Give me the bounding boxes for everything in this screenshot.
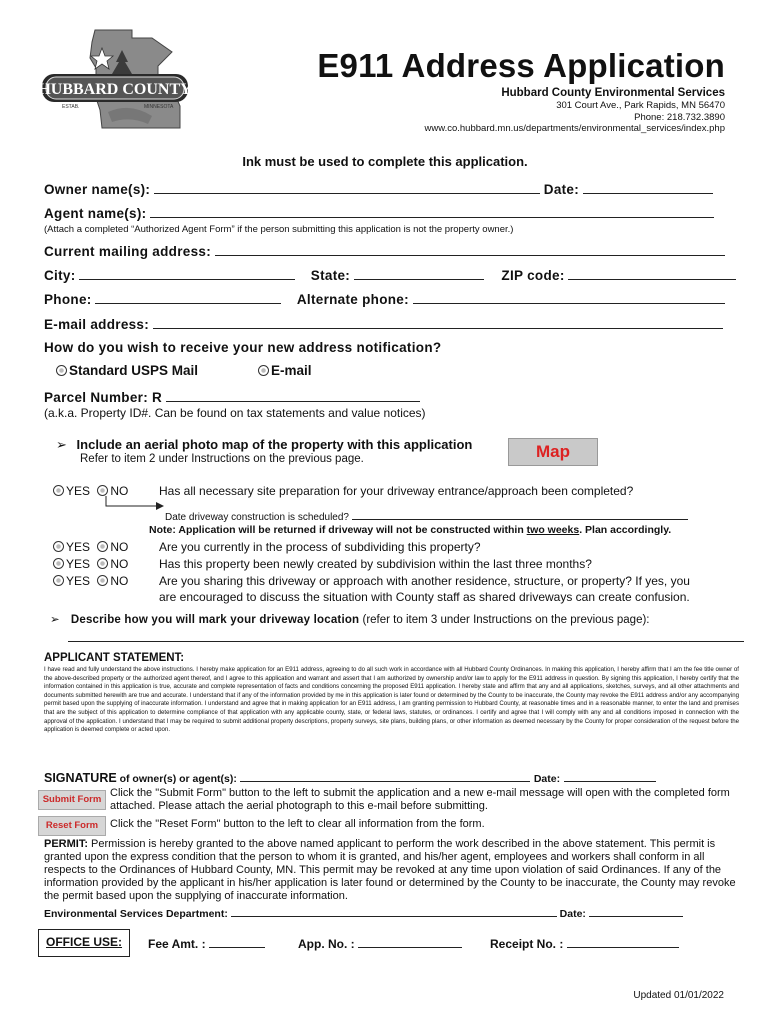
site-prep-yes-radio[interactable] (53, 485, 64, 496)
receipt-row (490, 936, 679, 951)
dept-date-field[interactable] (589, 906, 683, 917)
signature-label-small: of owner(s) or agent(s): (116, 773, 237, 785)
email-option-label: E-mail (271, 363, 312, 378)
note-pre: Note: Application will be returned if driveway will not be constructed within (149, 524, 527, 536)
subdividing-no-radio[interactable] (97, 541, 108, 552)
drive-date-label: Date driveway construction is scheduled? (165, 512, 349, 523)
subdividing-choices (53, 540, 128, 554)
email-label: E-mail address: (44, 317, 150, 332)
email-field[interactable] (153, 315, 723, 329)
app-field[interactable] (358, 936, 462, 948)
note-post: . Plan accordingly. (579, 524, 672, 536)
usps-radio[interactable] (56, 365, 67, 376)
yes-label: YES (66, 574, 91, 588)
yes-label: YES (66, 484, 91, 498)
city-field[interactable] (79, 266, 295, 280)
alt-phone-label: Alternate phone: (296, 292, 409, 307)
org-website[interactable]: www.co.hubbard.mn.us/departments/environmental_services/index.php (424, 123, 725, 134)
owner-row (44, 180, 713, 197)
no-label: NO (110, 574, 129, 588)
aerial-instruction (56, 437, 472, 453)
permit-label: PERMIT: (44, 838, 88, 850)
org-contact (425, 100, 725, 135)
describe-field[interactable] (68, 641, 744, 642)
statement-heading: APPLICANT STATEMENT: (44, 652, 185, 664)
no-label: NO (110, 557, 129, 571)
logo-right-text: MINNESOTA (144, 104, 174, 110)
parcel-field[interactable] (166, 388, 420, 402)
email-option[interactable] (258, 363, 312, 378)
usps-option[interactable] (56, 363, 198, 378)
owner-field[interactable] (154, 180, 540, 194)
app-label: App. No. : (298, 937, 355, 951)
zip-field[interactable] (568, 266, 736, 280)
office-use-label: OFFICE USE: (46, 935, 123, 949)
describe-bold: Describe how you will mark your driveway location (70, 614, 360, 626)
receipt-label: Receipt No. : (490, 937, 564, 951)
signature-row (44, 770, 656, 785)
permit-text: Permission is hereby granted to the above named applicant to perform the work described in the above statement. This permit is granted upon the express condition that the person to whom it is granted, and his/her agent, employees and workers shall conform in all respects to the Ordinances of Hubbard County, MN. This permit may be revoked at any time upon violation of said Ordinances. If any of the information provided by the applicant in his/her application is later found or determined by the County to be inaccurate, the County may revoke the permit based upon the supplying of inaccurate information. (44, 838, 736, 902)
alt-phone-field[interactable] (413, 290, 725, 304)
sharing-choices (53, 574, 128, 588)
sharing-no-radio[interactable] (97, 575, 108, 586)
yes-label: YES (66, 540, 91, 554)
notification-question: How do you wish to receive your new address notification? (44, 340, 442, 355)
reset-form-button[interactable]: Reset Form (38, 816, 106, 836)
hubbard-county-logo (40, 28, 190, 133)
mailing-label: Current mailing address: (44, 244, 211, 259)
aerial-text: Include an aerial photo map of the property with this application (76, 437, 473, 452)
org-address: 301 Court Ave., Park Rapids, MN 56470 (556, 100, 725, 111)
arrow-bullet-icon: ➢ (50, 614, 60, 626)
fee-label: Fee Amt. : (148, 937, 206, 951)
city-row (44, 266, 736, 283)
date-field[interactable] (583, 180, 713, 194)
signature-label: SIGNATURE (44, 771, 117, 785)
describe-row (50, 612, 650, 626)
owner-label: Owner name(s): (44, 182, 151, 197)
agent-row (44, 204, 714, 221)
ink-note: Ink must be used to complete this application. (242, 154, 528, 169)
map-button[interactable]: Map (508, 438, 598, 466)
phone-row (44, 290, 725, 307)
signature-date-field[interactable] (564, 770, 656, 782)
dept-date-label: Date: (559, 908, 586, 920)
site-prep-question: Has all necessary site preparation for your driveway entrance/approach been completed? (159, 484, 634, 498)
parcel-note: (a.k.a. Property ID#. Can be found on tax statements and value notices) (44, 406, 426, 420)
mailing-field[interactable] (215, 242, 725, 256)
connector-arrow-icon (104, 496, 164, 516)
aerial-ref: Refer to item 2 under Instructions on the previous page. (80, 453, 364, 465)
drive-date-field[interactable] (352, 509, 688, 520)
describe-rest: (refer to item 3 under Instructions on the previous page): (359, 614, 650, 626)
app-row (298, 936, 462, 951)
mailing-row (44, 242, 725, 259)
fee-row (148, 936, 265, 951)
org-name: Hubbard County Environmental Services (501, 87, 725, 99)
subdividing-question: Are you currently in the process of subdividing this property? (159, 540, 481, 554)
dept-field[interactable] (231, 906, 557, 917)
email-row (44, 315, 723, 332)
statement-text: I have read and fully understand the above instructions. I hereby make application for an E911 address, agreeing to do all such work in accordance with all Hubbard County Ordinances. In making this application, I hereby affirm that I am the fee title owner of the above-described property or the authorized agent thereof, and I agree to this application and warrant and assert that I am authorized by ownership and/or law to apply for the E911 address in question. By signing this application, I hereby certify that the information contained in this application is true, accurate and complete representation of facts and conditions concerning the proposed E911 application. I hereby state and affirm that any and all applications, sketches, surveys, and all other attachments and documents submitted herewith are true and accurate. I understand that if any of the information provided by me in this application is later found or determined by the County to be inaccurate, the County may revoke the E911 address and/or any accompanying permit based upon the supplying of inaccurate information. I understand and agree that in making application for an E911 address, I am granting permission to Hubbard County, at reasonable times and in a reasonable manner, to enter the land and premises that are the subject of this application to determine compliance of that application with any applicable county, state, or federal laws, statutes, or ordinances. I certify and agree that I will comply with any and all conditions imposed in connection with the approval of the application. I understand that I may be required to submit additional property descriptions, property surveys, site plans, building plans, or other information as deemed necessary by the County for proper consideration of the request before the application is deemed complete or acted upon. (44, 666, 739, 734)
note-underline: two weeks (526, 524, 580, 536)
agent-field[interactable] (150, 204, 714, 218)
city-label: City: (44, 268, 76, 283)
signature-date-label: Date: (533, 773, 561, 785)
org-phone: Phone: 218.732.3890 (634, 111, 725, 123)
sharing-yes-radio[interactable] (53, 575, 64, 586)
signature-field[interactable] (240, 770, 530, 782)
permit-paragraph (44, 838, 744, 903)
no-label: NO (110, 484, 129, 498)
sharing-question: Are you sharing this driveway or approach with another residence, structure, or property? If yes, you (159, 574, 690, 588)
agent-label: Agent name(s): (44, 206, 147, 221)
zip-label: ZIP code: (501, 268, 565, 283)
state-label: State: (310, 268, 351, 283)
phone-label: Phone: (44, 292, 92, 307)
email-radio[interactable] (258, 365, 269, 376)
subdividing-yes-radio[interactable] (53, 541, 64, 552)
newly-created-no-radio[interactable] (97, 558, 108, 569)
usps-label: Standard USPS Mail (69, 363, 199, 378)
sharing-question-2: are encouraged to discuss the situation with County staff as shared driveways can create confusion. (159, 590, 690, 604)
phone-field[interactable] (95, 290, 281, 304)
submit-description: Click the "Submit Form" button to the left to submit the application and a new e-mail message will open with the completed form attached. Please attach the aerial photograph to this e-mail before submitting. (110, 787, 730, 812)
newly-created-yes-radio[interactable] (53, 558, 64, 569)
state-field[interactable] (354, 266, 484, 280)
drive-date-row (165, 509, 688, 523)
page-title: E911 Address Application (317, 47, 725, 84)
receipt-field[interactable] (567, 936, 679, 948)
site-prep-no-radio[interactable] (97, 485, 108, 496)
no-label: NO (110, 540, 129, 554)
submit-form-button[interactable]: Submit Form (38, 790, 106, 810)
reset-description: Click the "Reset Form" button to the left to clear all information from the form. (110, 818, 485, 830)
parcel-row (44, 388, 420, 405)
date-label: Date: (543, 182, 580, 197)
newly-created-question: Has this property been newly created by subdivision within the last three months? (159, 557, 592, 571)
logo-text: HUBBARD COUNTY (40, 81, 190, 98)
two-weeks-note (149, 524, 671, 536)
parcel-label: Parcel Number: R (44, 390, 163, 405)
dept-label: Environmental Services Department: (44, 908, 228, 920)
fee-field[interactable] (209, 936, 265, 948)
yes-label: YES (66, 557, 91, 571)
updated-date: Updated 01/01/2022 (633, 990, 724, 1001)
newly-created-choices (53, 557, 128, 571)
logo-left-text: ESTAB. (62, 104, 80, 110)
arrow-bullet-icon: ➢ (56, 437, 67, 452)
dept-row (44, 906, 683, 920)
agent-note: (Attach a completed “Authorized Agent Form” if the person submitting this application is not the property owner.) (44, 224, 514, 235)
